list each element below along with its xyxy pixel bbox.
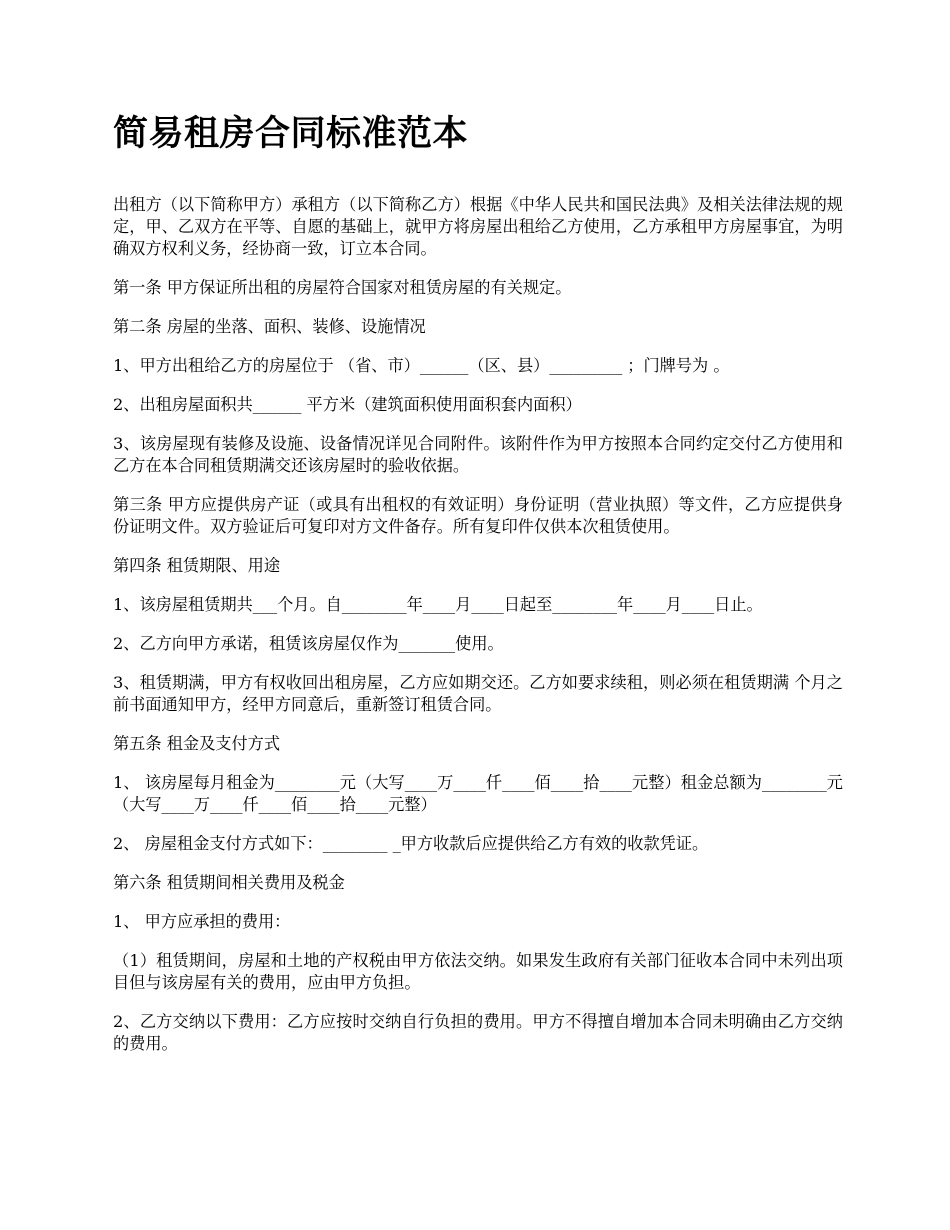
paragraph-article-2-item-1: 1、甲方出租给乙方的房屋位于 （省、市）______（区、县）_________ ；门牌号为 。 [113, 356, 730, 375]
paragraph-article-2-heading: 第二条 房屋的坐落、面积、装修、设施情况 [113, 317, 426, 336]
paragraph-article-3: 第三条 甲方应提供房产证（或具有出租权的有效证明）身份证明（营业执照）等文件，乙方应提供身份证明文件。双方验证后可复印对方文件备存。所有复印件仅供本次租赁使用。 [113, 495, 843, 536]
paragraph-article-6-heading: 第六条 租赁期间相关费用及税金 [113, 873, 345, 892]
paragraph-article-4-item-3: 3、租赁期满，甲方有权收回出租房屋，乙方应如期交还。乙方如要求续租，则必须在租赁期满 个月之前书面通知甲方，经甲方同意后，重新签订租赁合同。 [113, 673, 843, 714]
paragraph-article-4-item-2: 2、乙方向甲方承诺，租赁该房屋仅作为_______使用。 [113, 634, 504, 653]
paragraph-preamble: 出租方（以下简称甲方）承租方（以下简称乙方）根据《中华人民共和国民法典》及相关法律法规的规定，甲、乙双方在平等、自愿的基础上，就甲方将房屋出租给乙方使用，乙方承租甲方房屋事宜，为明确双方权利义务，经协商一致，订立本合同。 [113, 195, 843, 258]
paragraph-article-6-sub-1: （1）租赁期间，房屋和土地的产权税由甲方依法交纳。如果发生政府有关部门征收本合同中未列出项目但与该房屋有关的费用，应由甲方负担。 [113, 951, 843, 992]
paragraph-article-2-item-3: 3、该房屋现有装修及设施、设备情况详见合同附件。该附件作为甲方按照本合同约定交付乙方使用和乙方在本合同租赁期满交还该房屋时的验收依据。 [113, 434, 843, 475]
paragraph-article-6-item-1: 1、 甲方应承担的费用： [113, 912, 291, 931]
paragraph-article-5-item-2: 2、 房屋租金支付方式如下：________ _甲方收款后应提供给乙方有效的收款凭证。 [113, 834, 709, 853]
paragraph-article-2-item-2: 2、出租房屋面积共______ 平方米（建筑面积使用面积套内面积） [113, 395, 582, 414]
paragraph-article-1: 第一条 甲方保证所出租的房屋符合国家对租赁房屋的有关规定。 [113, 278, 572, 297]
paragraph-article-6-item-2: 2、乙方交纳以下费用：乙方应按时交纳自行负担的费用。甲方不得擅自增加本合同未明确由乙方交纳的费用。 [113, 1012, 843, 1053]
document-page [113, 108, 843, 1072]
document-title: 简易租房合同标准范本 [113, 113, 469, 154]
paragraph-article-4-heading: 第四条 租赁期限、用途 [113, 556, 281, 575]
paragraph-article-4-item-1: 1、该房屋租赁期共___个月。自________年____月____日起至________年____月____日止。 [113, 595, 763, 614]
paragraph-article-5-item-1: 1、 该房屋每月租金为________元（大写____万____仟____佰____拾____元整）租金总额为________元（大写____万____仟____佰____拾____元整） [113, 773, 843, 814]
paragraph-article-5-heading: 第五条 租金及支付方式 [113, 734, 281, 753]
